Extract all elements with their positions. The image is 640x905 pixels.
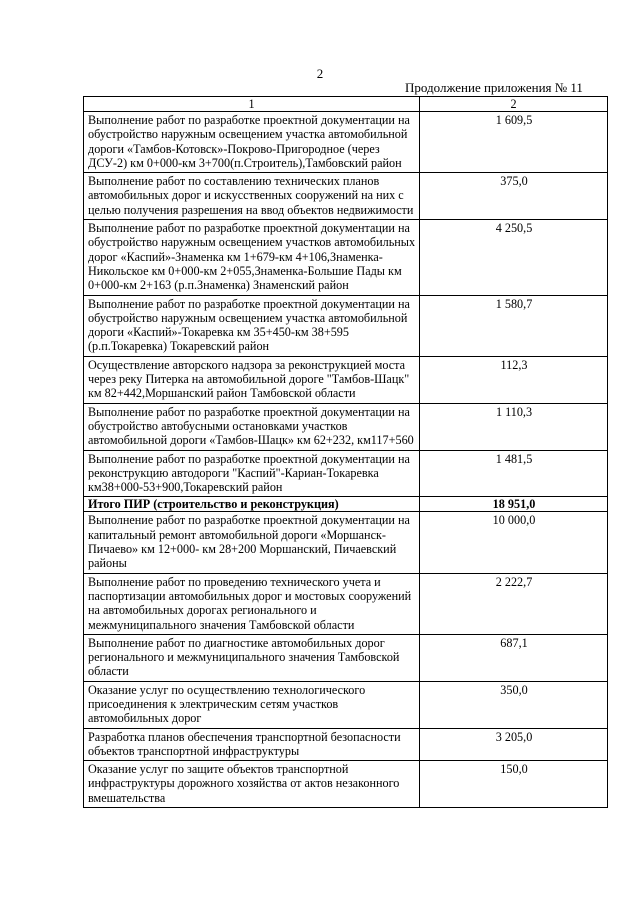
appendix-table [83,96,608,808]
table-row [84,356,608,403]
row-description: Выполнение работ по разработке проектной документации на капитальный ремонт автомобильной дороги «Моршанск- Пичаево» км 12+000- км 28+200 Моршанский, Пичаевский районы [84,512,420,573]
row-description: Выполнение работ по разработке проектной документации на реконструкцию автодороги "Каспий"-Кариан-Токаревка км38+000-53+900,Токаревский район [84,450,420,497]
row-amount: 10 000,0 [420,512,608,573]
table-row [84,220,608,295]
table-row [84,761,608,808]
row-amount: 112,3 [420,356,608,403]
row-description: Оказание услуг по осуществлению технологического присоединения к электрическим сетям участков автомобильных дорог [84,681,420,728]
column-header-1: 1 [84,97,420,112]
column-header-2: 2 [420,97,608,112]
row-amount: 1 580,7 [420,295,608,356]
row-description: Выполнение работ по проведению технического учета и паспортизации автомобильных дорог и мостовых сооружений на автомобильных дорогах регионального и межмуниципального значения Тамбовской области [84,573,420,634]
continuation-label: Продолжение приложения № 11 [405,80,583,95]
row-description: Выполнение работ по разработке проектной документации на обустройство наружным освещением участка автомобильной дороги «Тамбов-Котовск»-Покрово-Пригородное (через ДСУ-2) км 0+000-км 3+700(п.Строитель),Тамбовский район [84,112,420,173]
row-amount: 1 609,5 [420,112,608,173]
row-amount: 3 205,0 [420,728,608,761]
row-description: Выполнение работ по составлению технических планов автомобильных дорог и искусственных сооружений на них с целью получения разрешения на ввод объектов недвижимости [84,173,420,220]
row-amount: 4 250,5 [420,220,608,295]
page-number: 2 [316,66,324,81]
table-row [84,295,608,356]
table-row [84,173,608,220]
table-header-row [84,97,608,112]
row-amount: 1 110,3 [420,403,608,450]
row-amount: 375,0 [420,173,608,220]
row-amount: 2 222,7 [420,573,608,634]
row-description: Выполнение работ по разработке проектной документации на обустройство автобусными остановками участков автомобильной дороги «Тамбов-Шацк» км 62+232, км117+560 [84,403,420,450]
table-row [84,112,608,173]
row-amount: 1 481,5 [420,450,608,497]
row-description: Оказание услуг по защите объектов транспортной инфраструктуры дорожного хозяйства от актов незаконного вмешательства [84,761,420,808]
row-amount: 150,0 [420,761,608,808]
row-description: Осуществление авторского надзора за реконструкцией моста через реку Питерка на автомобильной дороге "Тамбов-Шацк" км 82+442,Моршанский район Тамбовской области [84,356,420,403]
table-row [84,573,608,634]
row-amount: 687,1 [420,634,608,681]
table-row [84,403,608,450]
table-row [84,681,608,728]
table-row [84,450,608,497]
table-row [84,634,608,681]
total-label: Итого ПИР (строительство и реконструкция) [84,497,420,512]
row-description: Выполнение работ по диагностике автомобильных дорог регионального и межмуниципального значения Тамбовской области [84,634,420,681]
row-description: Разработка планов обеспечения транспортной безопасности объектов транспортной инфраструктуры [84,728,420,761]
row-amount: 350,0 [420,681,608,728]
total-amount: 18 951,0 [420,497,608,512]
table-row [84,512,608,573]
total-row [84,497,608,512]
row-description: Выполнение работ по разработке проектной документации на обустройство наружным освещением участков автомобильных дорог «Каспий»-Знаменка км 1+679-км 4+106,Знаменка-Никольское км 0+000-км 2+055,Знаменка-Большие Пады км 0+000-км 2+163 (р.п.Знаменка) Знаменский район [84,220,420,295]
row-description: Выполнение работ по разработке проектной документации на обустройство наружным освещением участка автомобильной дороги «Каспий»-Токаревка км 35+450-км 38+595 (р.п.Токаревка) Токаревский район [84,295,420,356]
table-row [84,728,608,761]
